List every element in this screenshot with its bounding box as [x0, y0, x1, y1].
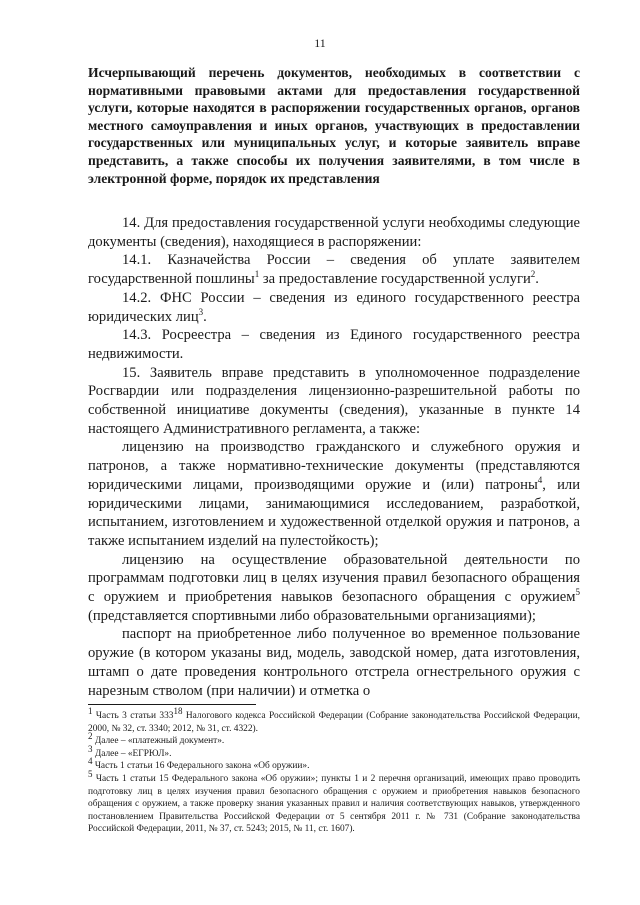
paragraph-14-2-text-a: 14.2. ФНС России – сведения из единого государственного реестра юридических лиц: [88, 289, 580, 325]
paragraph-weapon-passport: паспорт на приобретенное либо полученное во временное пользование оружие (в котором указаны вид, модель, заводской номер, дата изготовления, штамп о дате проведения контрольного отстрела огнестрельного оружия с нарезным стволом (при наличии) и отметка о: [88, 626, 580, 699]
footnote-1-text-b: Налогового кодекса Российской Федерации (Собрание законодательства Российской Федерации, 2000, № 32, ст. 3340; 2012, № 31, ст. 4322).: [88, 711, 580, 734]
footnote-1-number: 1: [88, 705, 93, 716]
paragraph-14-3: 14.3. Росреестра – сведения из Единого государственного реестра недвижимости.: [88, 327, 580, 362]
page-number: 11: [314, 36, 326, 50]
paragraph-14-2-text-b: .: [203, 308, 207, 325]
footnote-1: [88, 705, 580, 735]
footnote-3-text: Далее – «ЕГРЮЛ».: [92, 748, 172, 759]
footnote-ref-4[interactable]: 4: [537, 474, 543, 485]
document-body: [88, 214, 580, 700]
license-production-text-b: , или юридическими лицами, занимающимися исследованием, разработкой, испытанием, изготовлением и художественной отделкой оружия и патронов, а также испытанием изделий на пулестойкость);: [88, 476, 580, 549]
paragraph-license-education: [88, 551, 580, 626]
footnote-ref-5[interactable]: 5: [575, 587, 580, 598]
paragraph-14-1-text-c: .: [535, 271, 539, 288]
footnote-5-text: Часть 1 статьи 15 Федерального закона «Об оружии»; пункты 1 и 2 перечня организаций, имеющих право проводить подготовку лиц в целях изучения правил безопасного обращения с оружием и приобретения навыков безопасного обращения с оружием, а также проверку знания указанных правил и наличия соответствующих навыков, утвержденного постановлением Правительства Российской Федерации от 5 сентября 2011 г. № 731 (Собрание законодательства Российской Федерации, 2011, № 37, ст. 5243; 2015, № 11, ст. 1607).: [88, 773, 580, 835]
section-heading: Исчерпывающий перечень документов, необходимых в соответствии с нормативными правовыми актами для предоставления государственной услуги, которые находятся в распоряжении государственных органов, органов местного самоуправления и иных органов, участвующих в предоставлении государственных или муниципальных услуг, и которые заявитель вправе представить, а также способы их получения заявителями, в том числе в электронной форме, порядок их представления: [88, 65, 580, 186]
footnote-divider: [88, 704, 256, 705]
footnote-4-text: Часть 1 статьи 16 Федерального закона «Об оружии».: [92, 761, 310, 772]
footnote-1-article-sup: 18: [173, 705, 183, 716]
footnote-3: [88, 743, 580, 761]
paragraph-14: 14. Для предоставления государственной услуги необходимы следующие документы (сведения), находящиеся в распоряжении:: [88, 215, 580, 250]
footnote-4-number: 4: [88, 756, 93, 767]
footnote-ref-2[interactable]: 2: [530, 269, 536, 280]
footnote-5-number: 5: [88, 768, 93, 779]
paragraph-14-2: [88, 289, 580, 326]
footnote-4: [88, 756, 580, 773]
license-production-text-a: лицензию на производство гражданского и служебного оружия и патронов, а также нормативно-технические документы (представляются юридическими лицами, производящими оружие и (или) патроны: [88, 439, 580, 493]
license-education-text-b: (представляется спортивными либо образовательными организациями);: [88, 607, 536, 624]
paragraph-15: 15. Заявитель вправе представить в уполномоченное подразделение Росгвардии или подразделения лицензионно-разрешительной работы по собственной инициативе документы (сведения), указанные в пункте 14 настоящего Административного регламента, а также:: [88, 364, 580, 437]
footnote-1-text-a: Часть 3 статьи 333: [92, 711, 174, 721]
footnote-2-text: Далее – «платежный документ».: [92, 736, 225, 747]
license-education-text-a: лицензию на осуществление образовательной деятельности по программам подготовки лиц в целях изучения правил безопасного обращения с оружием и приобретения навыков безопасного обращения с оружием: [88, 551, 580, 606]
footnote-ref-3[interactable]: 3: [198, 306, 204, 317]
paragraph-14-1-text-b: за предоставление государственной услуги: [259, 271, 531, 288]
footnotes: [88, 705, 580, 836]
paragraph-14-1: [88, 251, 580, 288]
footnote-2-number: 2: [88, 731, 93, 742]
footnote-ref-1[interactable]: 1: [254, 269, 260, 280]
paragraph-license-production: [88, 438, 580, 550]
footnote-5: [88, 768, 580, 836]
footnote-2: [88, 731, 580, 748]
paragraph-14-1-text-a: 14.1. Казначейства России – сведения об уплате заявителем государственной пошлины: [88, 252, 580, 288]
footnote-3-number: 3: [88, 743, 93, 754]
